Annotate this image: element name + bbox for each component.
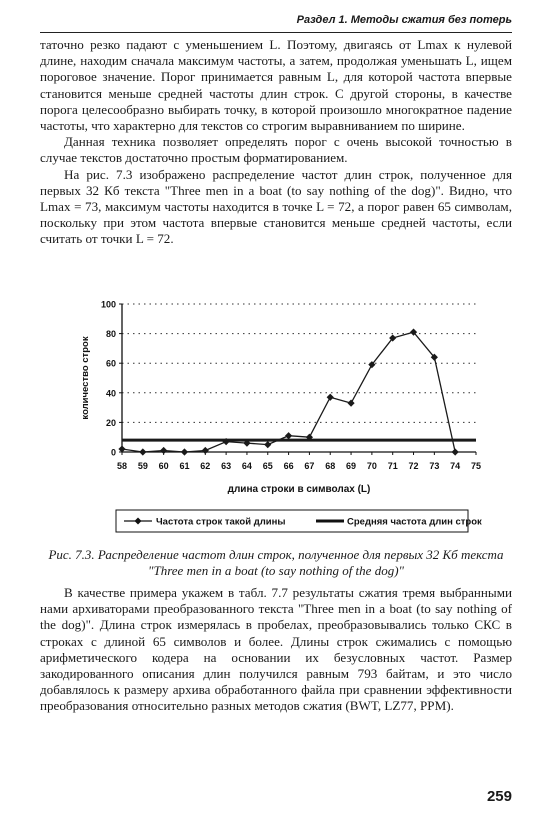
x-tick-label: 72 [408,461,419,471]
x-tick-label: 68 [325,461,336,471]
data-point-diamond [327,394,334,401]
x-tick-label: 66 [283,461,294,471]
paragraph: татoчно резко падают с уменьшением L. Поэтому, двигаясь от Lmax к нулевой длине, находим сначала максимум частоты, а затем, продолжая уменьшать L, ищем пороговое значение. Порог принимается равным L, для которой частота впервые становится меньше средней частоты длин строк. С другой стороны, в качестве порога целесообразно выбирать точку, в которой произошло многократное падение частоты, что характерно для текстов со строгим выравниванием по ширине. [40,37,512,134]
y-tick-label: 60 [105,358,116,369]
data-point-diamond [452,448,459,455]
x-tick-label: 67 [304,461,315,471]
figure-caption: Рис. 7.3. Распределение частот длин строк, полученное для первых 32 Кб текста "Three men in a boat (to say nothing of the dog)" [48,547,504,578]
data-point-diamond [160,447,167,454]
line-chart [70,296,490,542]
x-axis-label: длина строки в символах (L) [227,484,371,495]
data-point-diamond [139,448,146,455]
running-head: Раздел 1. Методы сжатия без потерь [296,14,512,26]
x-tick-label: 71 [387,461,398,471]
x-tick-label: 69 [346,461,357,471]
x-tick-label: 60 [158,461,169,471]
y-axis-label: количество строк [80,336,91,420]
legend-label-average: Средняя частота длин строк [347,516,482,528]
data-point-diamond [285,432,292,439]
data-point-diamond [202,447,209,454]
paragraph: Данная техника позволяет определять порог с очень высокой точностью в случае текстов достаточно простым форматированием. [40,134,512,166]
x-tick-label: 63 [221,461,232,471]
x-tick-label: 59 [137,461,148,471]
body-text-bottom [40,585,512,715]
x-tick-label: 64 [241,461,252,471]
y-tick-label: 20 [105,417,116,428]
data-point-diamond [347,400,354,407]
y-tick-label: 100 [100,299,116,310]
x-tick-label: 65 [262,461,273,471]
y-tick-label: 80 [105,329,116,340]
body-text-top [40,37,512,248]
legend-label-frequency: Частота строк такой длины [156,516,286,528]
x-tick-label: 62 [200,461,211,471]
x-tick-label: 73 [429,461,440,471]
x-tick-label: 74 [450,461,461,471]
header-rule [40,32,512,33]
x-tick-label: 61 [179,461,190,471]
x-tick-label: 75 [470,461,482,471]
y-tick-label: 40 [105,388,116,399]
x-tick-label: 70 [366,461,377,471]
figure-7-3-chart [70,296,490,542]
y-tick-label: 0 [110,447,116,458]
data-point-diamond [181,448,188,455]
data-point-diamond [264,441,271,448]
paragraph: На рис. 7.3 изображено распределение частот длин строк, полученное для первых 32 Кб текста "Three men in a boat (to say nothing of the dog)". Видно, что Lmax = 73, максимум частоты находится в точке L = 72, а порог равен 65 символам, поскольку при этом частота впервые становится меньше средней частоты, если считать от точки L = 72. [40,166,512,247]
page-number: 259 [486,788,512,805]
paragraph: В качестве примера укажем в табл. 7.7 результаты сжатия тремя выбранными нами архиваторами преобразованного текста "Three men in a boat (to say nothing of the dog)". Длина строк измерялась в пробелах, преобразовывались только СКС в строках с длиной 65 символов и более. Длины строк сжимались с помощью арифметического кодера на основании их безусловных частот. Размер закодированного описания длин получился равным 793 байтам, и это число добавлялось к размеру архива обработанного файла при сравнении эффективности преобразования относительно разных методов сжатия (BWT, LZ77, PPM). [40,585,512,714]
x-tick-label: 58 [116,461,128,471]
